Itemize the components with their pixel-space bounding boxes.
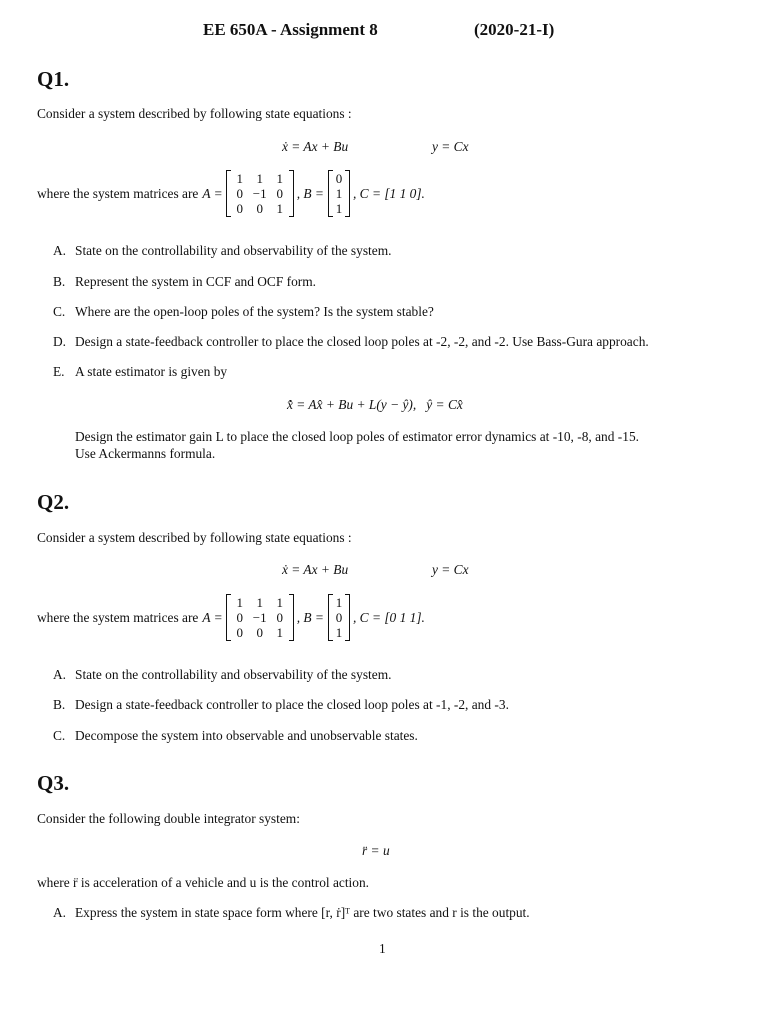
q2-item-a: A. State on the controllability and observability of the system. <box>53 667 392 682</box>
q1-state-equation: ẋ = Ax + Bu <box>282 139 349 154</box>
q1-item-d: D. Design a state-feedback controller to place the closed loop poles at -2, -2, and -2. Use Bass-Gura approach. <box>53 334 649 349</box>
q1-heading: Q1. <box>37 67 70 91</box>
q2-matrix-b: 1 0 1 <box>328 594 350 641</box>
q1-item-e: E. A state estimator is given by <box>53 364 228 379</box>
q1-matrix-b: 0 1 1 <box>328 170 350 217</box>
q1-matrix-a: 1 1 1 0 −1 0 0 0 1 <box>226 170 294 217</box>
q1-estimator-equation: x̂̇ = Ax̂ + Bu + L(y − ŷ), ŷ = Cx̂ <box>287 397 463 412</box>
q1-c-matrix: , C = [1 1 0]. <box>352 185 425 201</box>
q2-output-equation: y = Cx <box>432 562 469 577</box>
q1-output-equation: y = Cx <box>432 139 469 154</box>
assignment-title: EE 650A - Assignment 8 <box>203 20 378 39</box>
q2-heading: Q2. <box>37 490 70 514</box>
q3-item-a: A. Express the system in state space form where [r, ṙ]ᵀ are two states and r is the output. <box>53 905 530 920</box>
q2-c-matrix: , C = [0 1 1]. <box>352 609 425 625</box>
q1-item-a: A. State on the controllability and observability of the system. <box>53 243 392 258</box>
q2-item-b: B. Design a state-feedback controller to place the closed loop poles at -1, -2, and -3. <box>53 697 509 712</box>
q2-b-label: , B = <box>296 609 324 625</box>
q2-matrices <box>37 594 425 641</box>
q1-b-label: , B = <box>296 185 324 201</box>
q3-where-text: where r̈ is acceleration of a vehicle and u is the control action. <box>37 875 370 890</box>
q1-estimator-text-2: Use Ackermanns formula. <box>75 446 216 461</box>
q1-estimator-text-1: Design the estimator gain L to place the closed loop poles of estimator error dynamics at -10, -8, and -15. <box>75 429 639 444</box>
q2-state-equation: ẋ = Ax + Bu <box>282 562 349 577</box>
q3-intro: Consider the following double integrator system: <box>37 811 300 826</box>
q3-equation: r̈ = u <box>362 843 390 858</box>
q2-matrix-a: 1 1 1 0 −1 0 0 0 1 <box>226 594 294 641</box>
q1-matrices-prefix: where the system matrices are <box>37 185 199 201</box>
q2-matrices-prefix: where the system matrices are <box>37 609 199 625</box>
page-number: 1 <box>379 941 386 956</box>
q1-item-c: C. Where are the open-loop poles of the system? Is the system stable? <box>53 304 434 319</box>
q2-a-label: A = <box>202 609 223 625</box>
q1-intro: Consider a system described by following state equations : <box>37 106 352 121</box>
q1-item-b: B. Represent the system in CCF and OCF form. <box>53 274 317 289</box>
q1-a-label: A = <box>202 185 223 201</box>
q1-matrices <box>37 170 425 217</box>
q3-heading: Q3. <box>37 771 70 795</box>
q2-intro: Consider a system described by following state equations : <box>37 530 352 545</box>
q2-item-c: C. Decompose the system into observable and unobservable states. <box>53 728 418 743</box>
assignment-term: (2020-21-I) <box>474 20 555 39</box>
